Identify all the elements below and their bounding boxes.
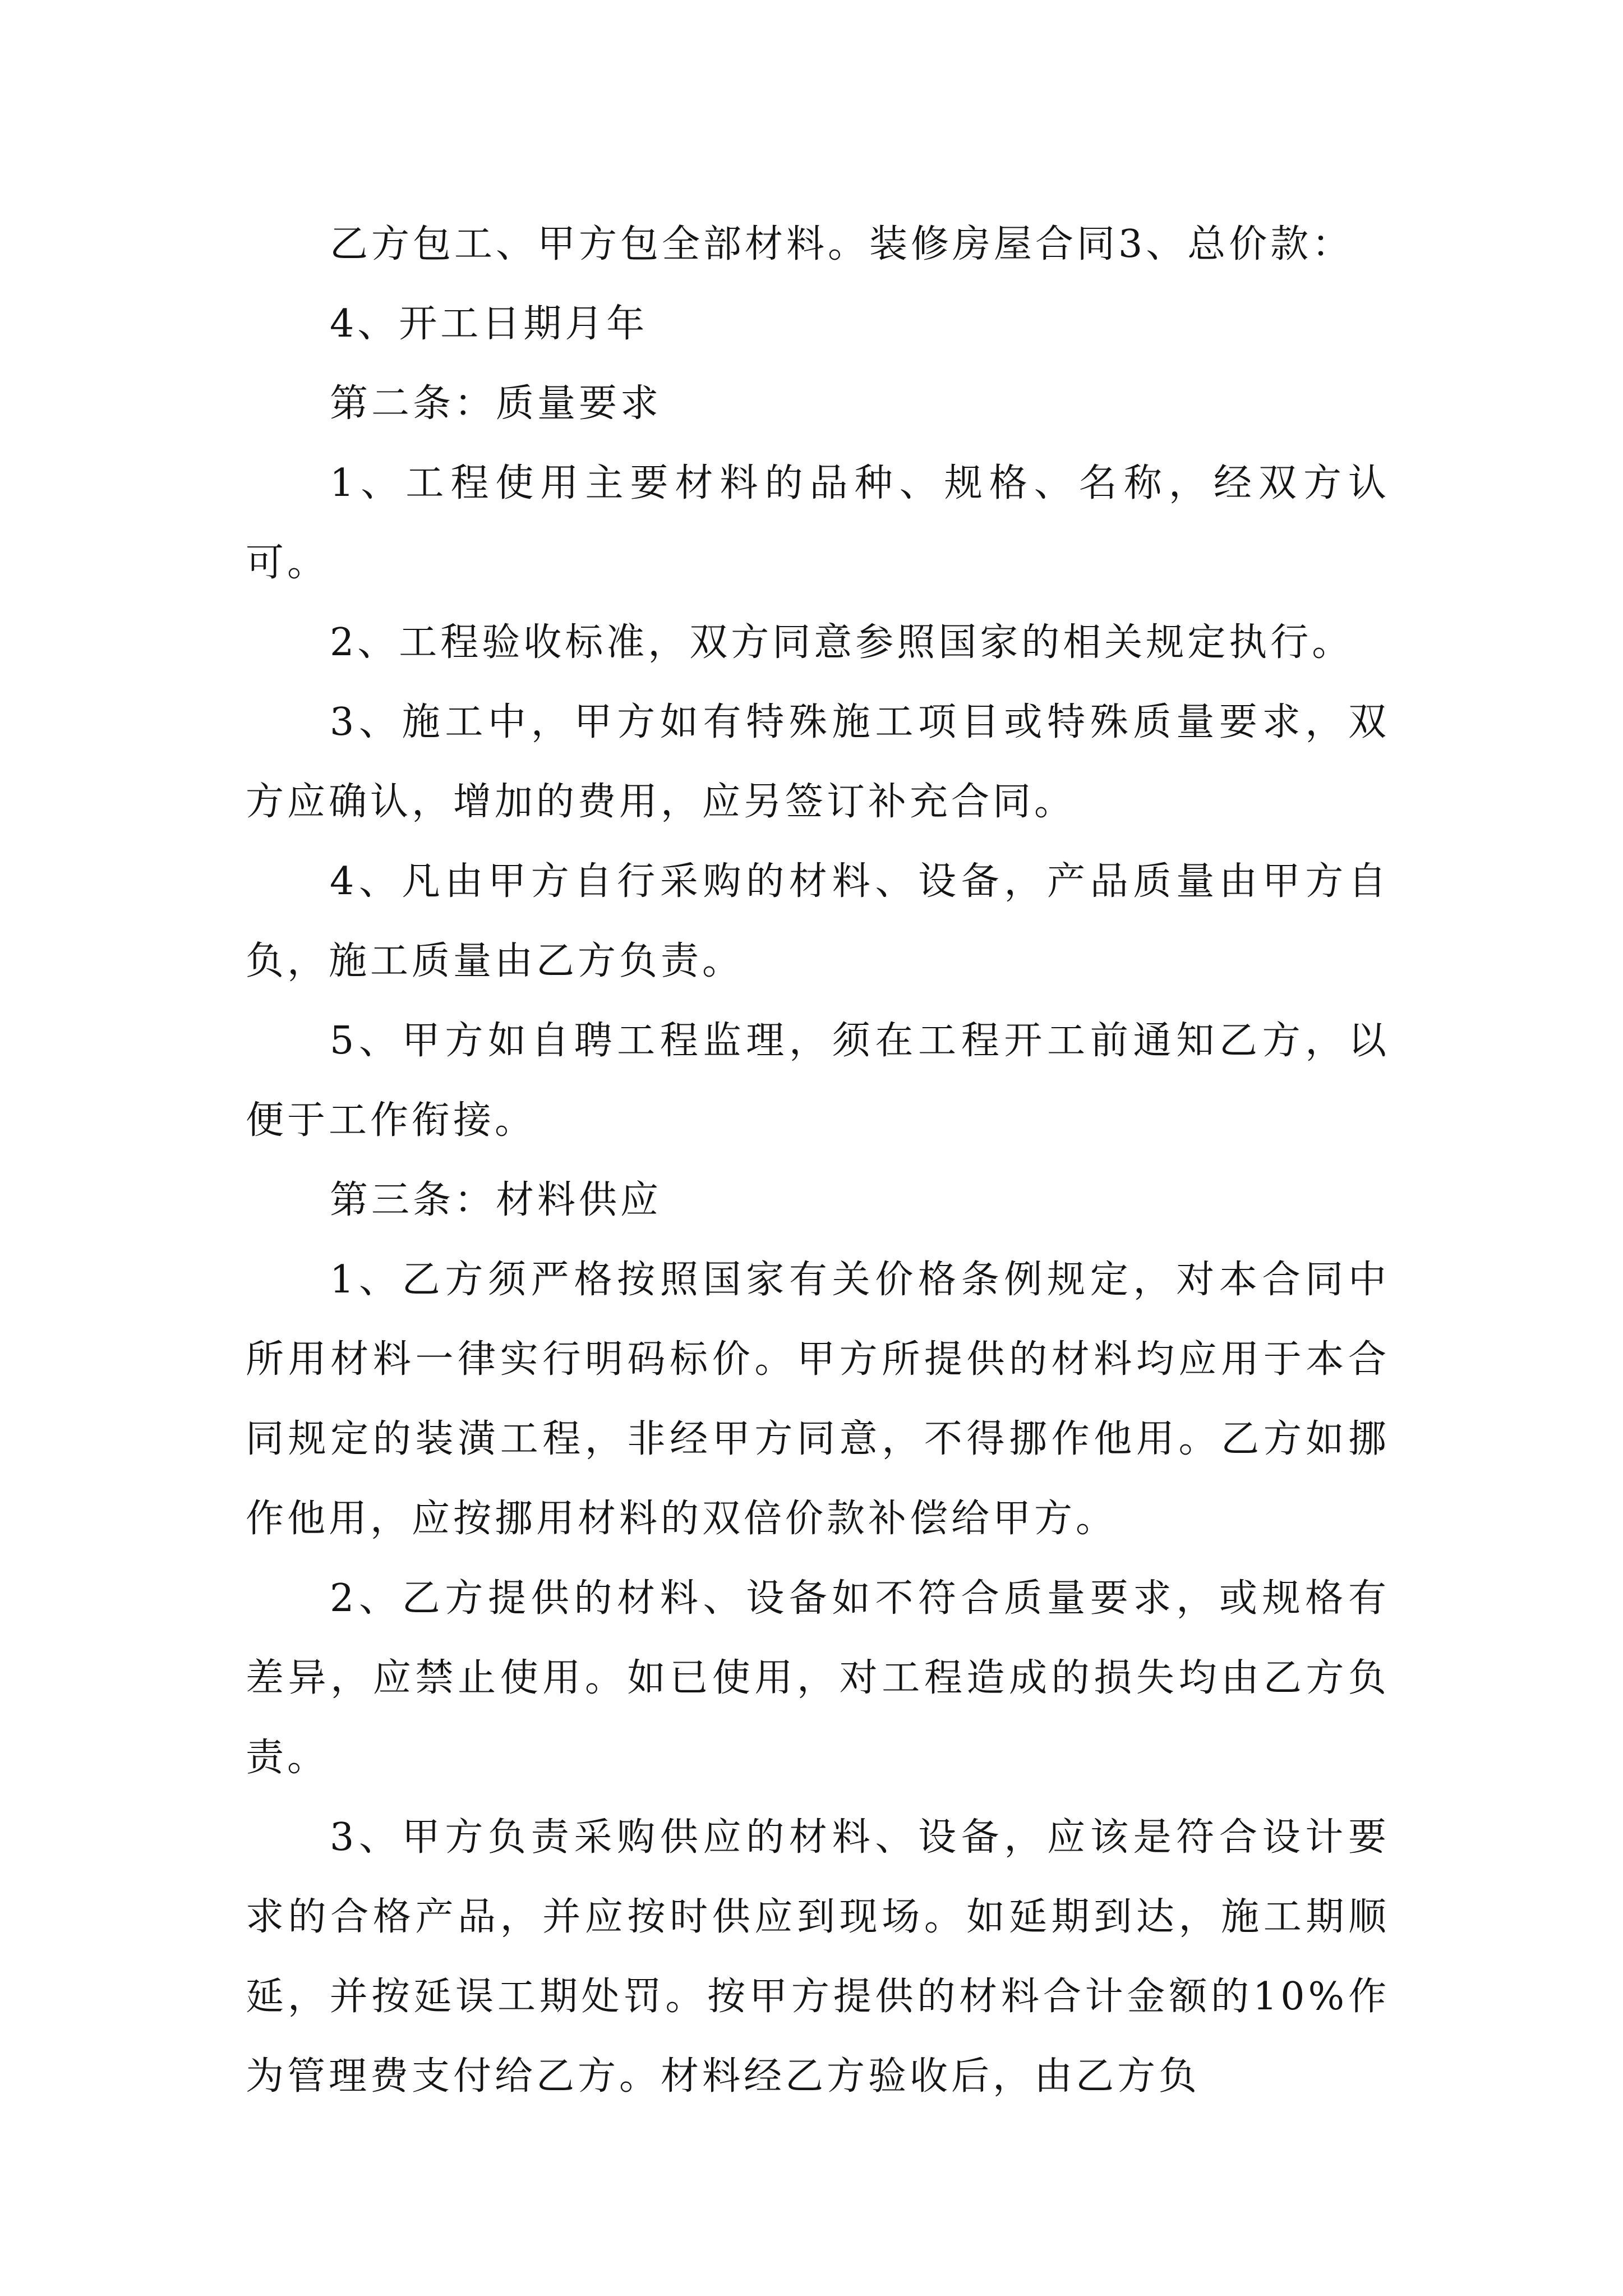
paragraph-quality-2: 2、工程验收标准，双方同意参照国家的相关规定执行。 — [330, 620, 1354, 665]
document-body — [246, 205, 1390, 2116]
paragraph-supply-3: 3、甲方负责采购供应的材料、设备，应该是符合设计要求的合格产品，并应按时供应到现场。如延期到达，施工期顺延，并按延误工期处罚。按甲方提供的材料合计金额的10%作为管理费支付给乙方。材料经乙方验收后，由乙方负 — [246, 1815, 1390, 2099]
paragraph-quality-5: 5、甲方如自聘工程监理，须在工程开工前通知乙方，以便于工作衔接。 — [246, 1019, 1390, 1143]
paragraph-supply-2: 2、乙方提供的材料、设备如不符合质量要求，或规格有差异，应禁止使用。如已使用，对工程造成的损失均由乙方负责。 — [246, 1576, 1390, 1780]
paragraph-quality-3: 3、施工中，甲方如有特殊施工项目或特殊质量要求，双方应确认，增加的费用，应另签订补充合同。 — [246, 700, 1390, 824]
heading-article-two: 第二条：质量要求 — [330, 381, 662, 426]
paragraph-quality-4: 4、凡由甲方自行采购的材料、设备，产品质量由甲方自负，施工质量由乙方负责。 — [246, 859, 1390, 983]
paragraph-supply-1: 1、乙方须严格按照国家有关价格条例规定，对本合同中所用材料一律实行明码标价。甲方所提供的材料均应用于本合同规定的装潢工程，非经甲方同意，不得挪作他用。乙方如挪作他用，应按挪用材料的双倍价款补偿给甲方。 — [246, 1258, 1390, 1541]
paragraph-quality-1: 1、工程使用主要材料的品种、规格、名称，经双方认可。 — [246, 461, 1390, 585]
heading-article-three: 第三条：材料供应 — [330, 1178, 662, 1222]
paragraph-start-date: 4、开工日期月年 — [330, 302, 648, 346]
paragraph-contract-scope: 乙方包工、甲方包全部材料。装修房屋合同3、总价款： — [330, 222, 1354, 266]
